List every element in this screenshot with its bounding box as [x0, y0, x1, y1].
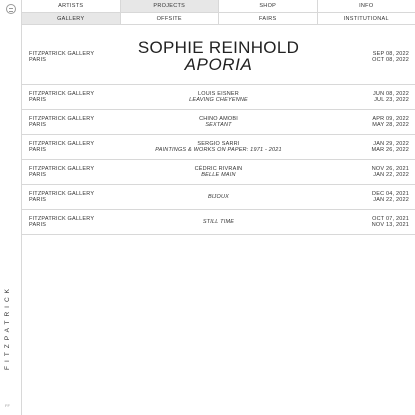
exhibition-heading	[112, 91, 325, 104]
venue	[29, 91, 94, 104]
end-date: JUL 23, 2022	[374, 97, 409, 104]
sidebar	[0, 0, 22, 415]
end-date: OCT 08, 2022	[372, 57, 409, 64]
exhibition-title: BIJOUX	[207, 194, 230, 200]
secondary-nav	[22, 12, 415, 25]
venue	[29, 191, 94, 204]
exhibition-title: PAINTINGS & WORKS ON PAPER: 1971 - 2021	[155, 147, 282, 154]
primary-nav	[22, 0, 415, 12]
venue-name: FITZPATRICK GALLERY	[29, 216, 95, 222]
venue-name: FITZPATRICK GALLERY	[29, 116, 95, 122]
exhibition-dates	[373, 91, 409, 104]
brand-name[interactable]: FITZPATRICK	[4, 285, 11, 370]
start-date: JUN 08, 2022	[372, 91, 409, 97]
exhibition-heading	[112, 194, 325, 200]
exhibition-row[interactable]	[22, 185, 415, 210]
exhibition-dates	[372, 166, 409, 179]
venue-city: PARIS	[29, 122, 47, 129]
exhibition-row[interactable]	[22, 110, 415, 135]
exhibition-row[interactable]	[22, 210, 415, 235]
nav-projects[interactable]: PROJECTS	[120, 0, 219, 12]
start-date: SEP 08, 2022	[372, 51, 409, 57]
exhibition-row[interactable]	[22, 85, 415, 110]
nav-info[interactable]: INFO	[317, 0, 415, 12]
venue	[29, 51, 94, 64]
subnav-fairs[interactable]: FAIRS	[218, 13, 317, 24]
exhibition-heading	[112, 219, 325, 225]
venue-name: FITZPATRICK GALLERY	[29, 91, 95, 97]
exhibition-title: SEXTANT	[205, 122, 232, 129]
venue-city: PARIS	[29, 197, 47, 204]
venue-city: PARIS	[29, 147, 47, 154]
subnav-institutional[interactable]: INSTITUTIONAL	[317, 13, 415, 24]
exhibition-row[interactable]	[22, 160, 415, 185]
exhibition-artist: CHINO AMOBI	[199, 116, 238, 122]
venue-name: FITZPATRICK GALLERY	[29, 141, 95, 147]
venue-city: PARIS	[29, 172, 47, 179]
exhibition-dates	[372, 51, 409, 64]
exhibition-list	[22, 25, 415, 235]
end-date: MAR 26, 2022	[371, 147, 409, 154]
end-date: MAY 28, 2022	[372, 122, 409, 129]
venue	[29, 166, 94, 179]
footer-mark: FF	[5, 403, 10, 408]
start-date: APR 09, 2022	[372, 116, 409, 122]
featured-title: APORIA	[184, 55, 253, 74]
exhibition-heading	[112, 166, 325, 179]
exhibition-heading	[112, 116, 325, 129]
venue-city: PARIS	[29, 97, 47, 104]
main-nav	[22, 0, 415, 25]
start-date: OCT 07, 2021	[372, 216, 409, 222]
exhibition-title: LEAVING CHEYENNE	[189, 97, 248, 104]
subnav-gallery[interactable]: GALLERY	[22, 13, 120, 24]
exhibition-dates	[372, 116, 409, 129]
exhibition-artist: LOUIS EISNER	[198, 91, 239, 97]
gallery-logo-icon[interactable]	[6, 4, 16, 14]
exhibition-artist: SERGIO SARRI	[197, 141, 240, 147]
featured-artist: SOPHIE REINHOLD	[137, 38, 300, 57]
nav-shop[interactable]: SHOP	[218, 0, 317, 12]
exhibition-dates	[371, 141, 409, 154]
venue	[29, 141, 94, 154]
featured-heading	[112, 39, 325, 73]
start-date: JAN 29, 2022	[373, 141, 409, 147]
exhibition-dates	[372, 191, 409, 204]
featured-exhibition[interactable]	[22, 25, 415, 85]
subnav-offsite[interactable]: OFFSITE	[120, 13, 219, 24]
exhibition-artist: CÉDRIC RIVRAIN	[194, 166, 243, 172]
venue-name: FITZPATRICK GALLERY	[29, 166, 95, 172]
venue-city: PARIS	[29, 57, 47, 64]
exhibition-row[interactable]	[22, 135, 415, 160]
venue-city: PARIS	[29, 222, 47, 229]
venue	[29, 116, 94, 129]
nav-artists[interactable]: ARTISTS	[22, 0, 120, 12]
exhibition-dates	[372, 216, 409, 229]
exhibition-title: BELLE MAIN	[201, 172, 236, 179]
exhibition-heading	[112, 141, 325, 154]
venue-name: FITZPATRICK GALLERY	[29, 51, 95, 57]
end-date: NOV 13, 2021	[371, 222, 409, 229]
exhibition-title: STILL TIME	[202, 219, 235, 225]
venue	[29, 216, 94, 229]
end-date: JAN 22, 2022	[373, 197, 409, 204]
start-date: DEC 04, 2021	[372, 191, 409, 197]
start-date: NOV 26, 2021	[371, 166, 409, 172]
venue-name: FITZPATRICK GALLERY	[29, 191, 95, 197]
end-date: JAN 22, 2022	[373, 172, 409, 179]
